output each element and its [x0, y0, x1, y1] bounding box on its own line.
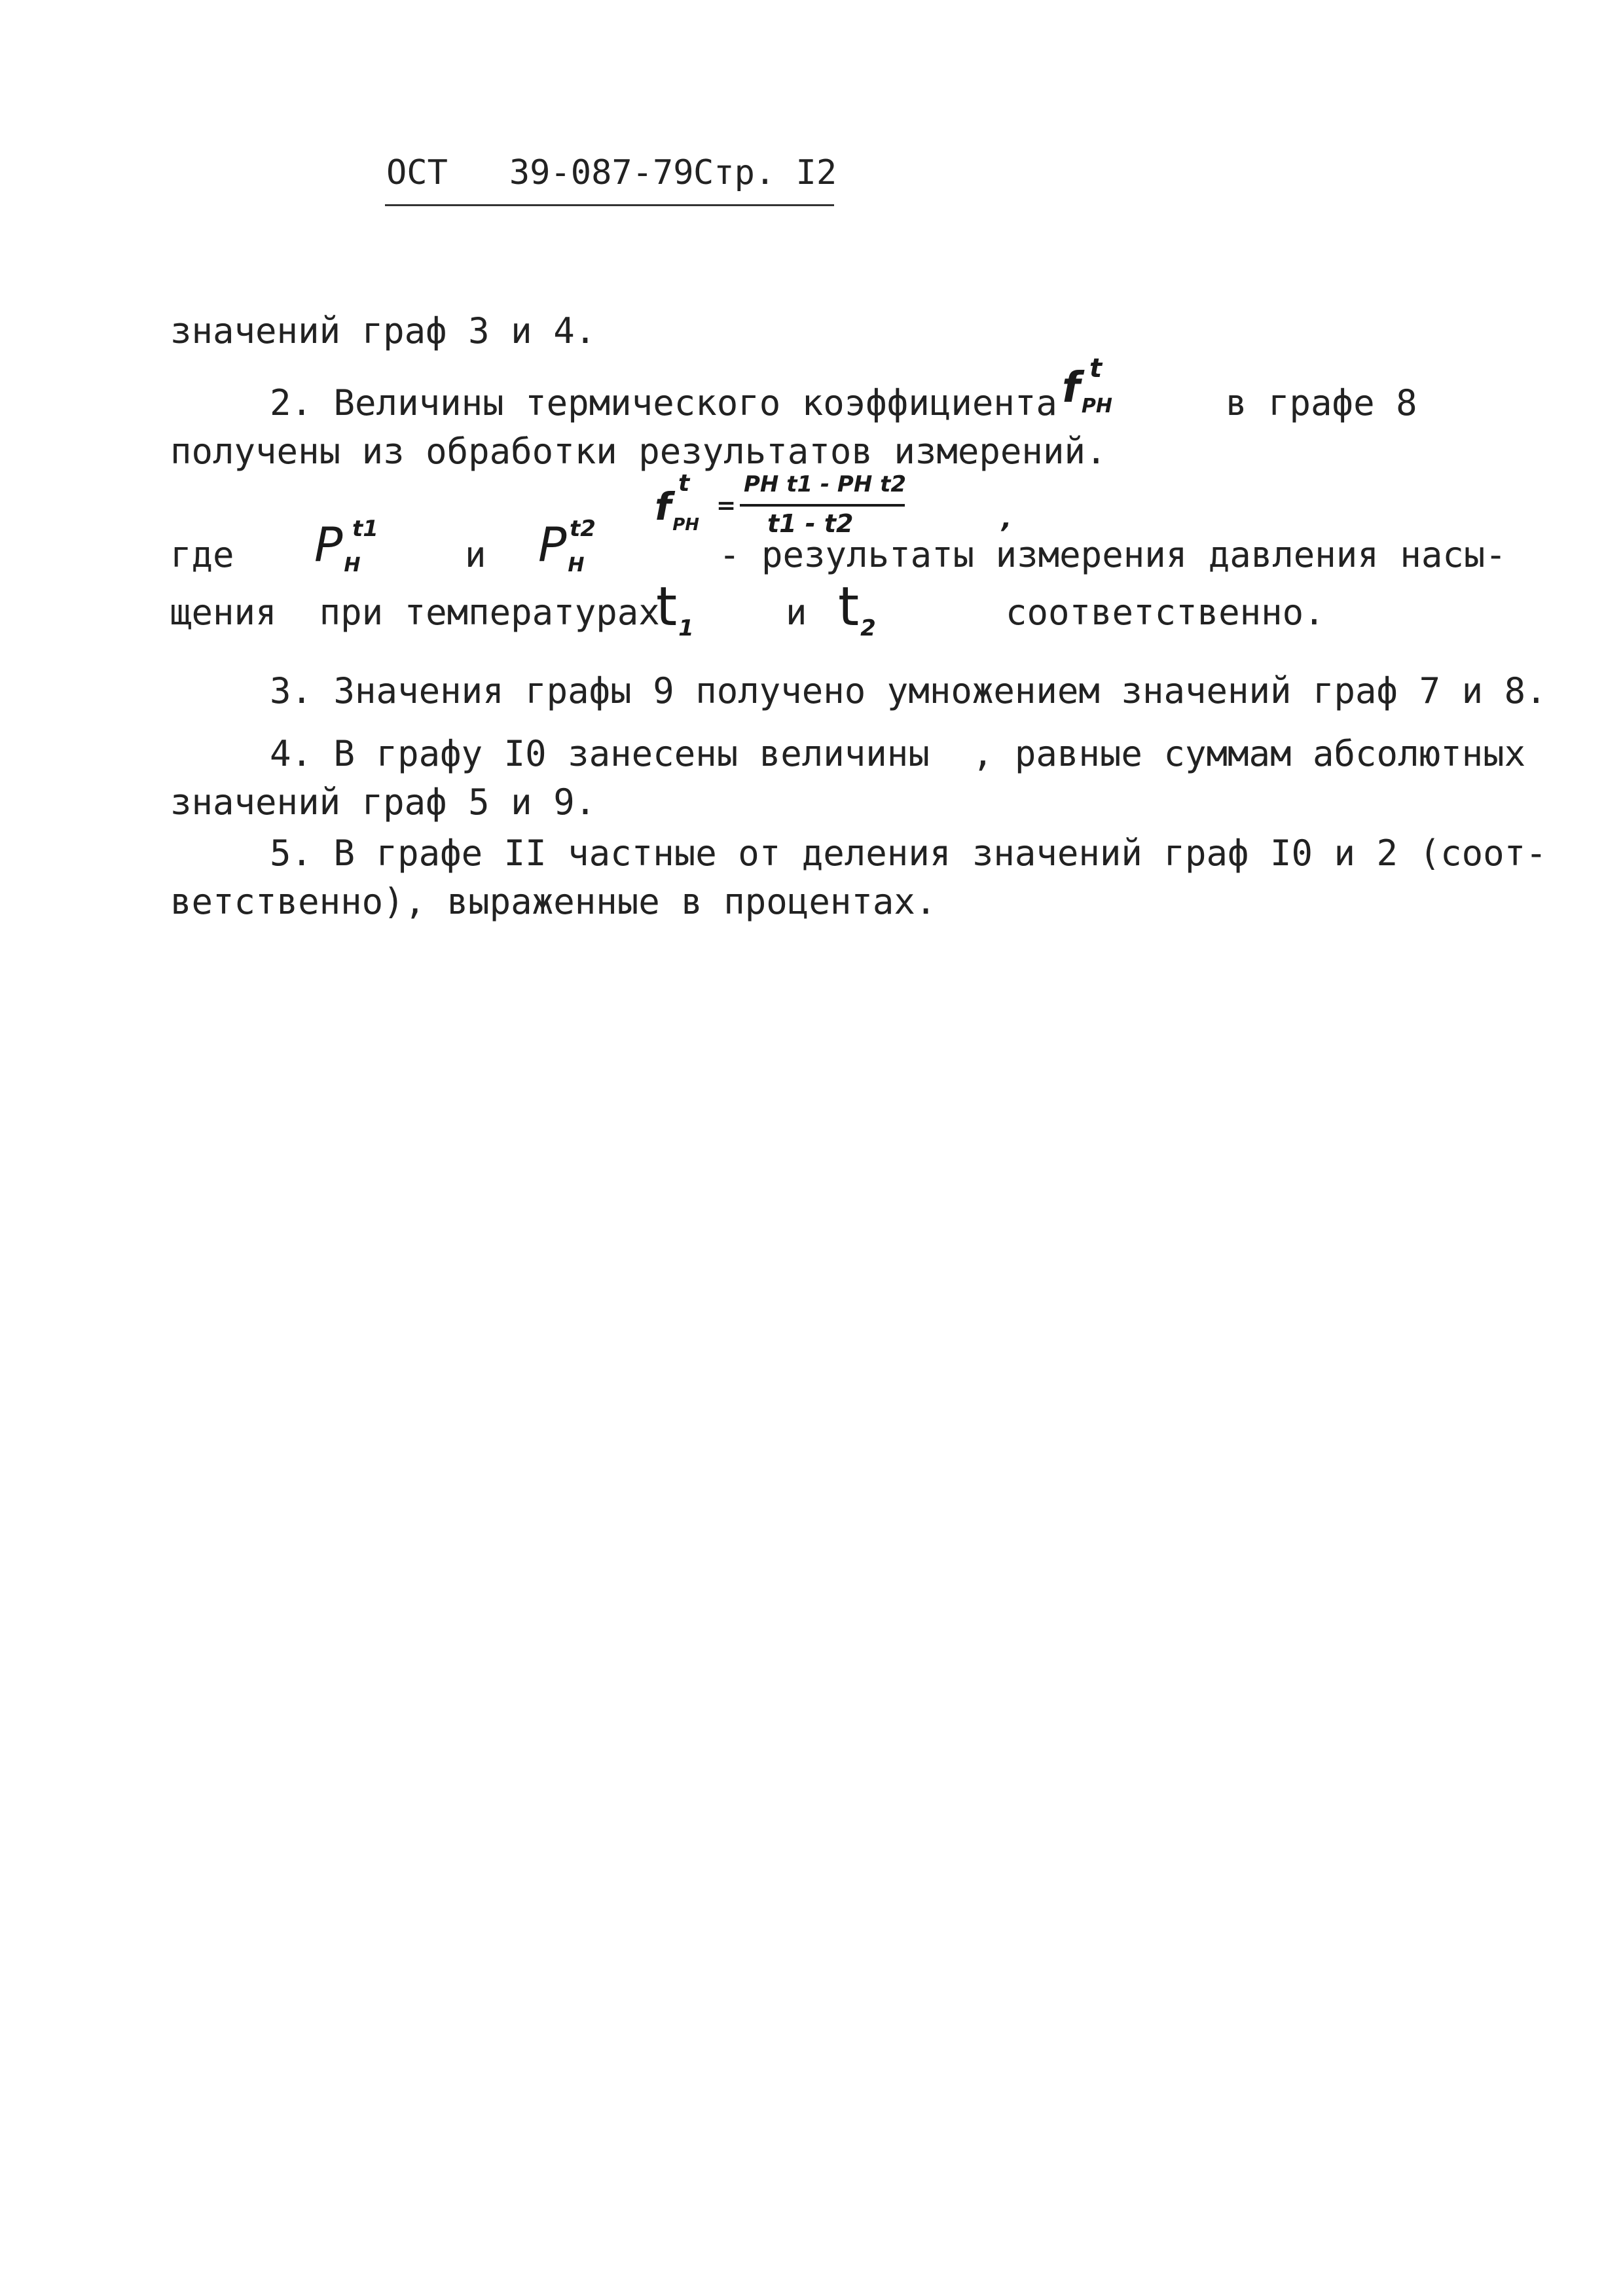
paragraph-4-line-1: 4. В графу I0 занесены величины , равные суммам абсолютных [270, 733, 1526, 774]
formula-denominator: t1 - t2 [767, 509, 854, 538]
thermal-coefficient-symbol [1062, 364, 1112, 418]
temperature-t2 [838, 576, 876, 641]
paragraph-2-respectively: соответственно. [1006, 592, 1325, 633]
formula-lhs-subscript: PH [672, 515, 700, 535]
paragraph-2-graph-ref: в графе 8 [1226, 382, 1417, 423]
paragraph-5-line-1: 5. В графе II частные от деления значений граф I0 и 2 (соот- [270, 833, 1547, 874]
pressure-t1-base: P [314, 517, 343, 572]
formula-fraction-bar [740, 504, 905, 507]
formula-lhs [655, 484, 699, 535]
temperature-t1-subscript: 1 [678, 615, 694, 641]
continuation-line: значений граф 3 и 4. [170, 310, 596, 351]
formula-trailing-comma: , [1002, 504, 1012, 534]
formula-equals: = [716, 492, 737, 519]
thermal-coefficient-superscript: t [1089, 353, 1103, 384]
header-underline [385, 204, 834, 206]
where-word: где [170, 534, 234, 575]
document-code: ОСТ 39-087-79 [386, 153, 694, 192]
coef-base: f [1062, 364, 1080, 412]
paragraph-4-line-2: значений граф 5 и 9. [170, 781, 596, 823]
page-number: Стр. I2 [693, 153, 837, 192]
temperature-t1-base: t [656, 576, 678, 638]
coef-subscript: PH [1081, 395, 1112, 418]
paragraph-2-results-text: - результаты измерения давления насы- [719, 534, 1506, 575]
paragraph-3: 3. Значения графы 9 получено умножением значений граф 7 и 8. [270, 670, 1547, 711]
paragraph-2-line-2: получены из обработки результатов измерений. [170, 431, 1107, 472]
pressure-t2-superscript: t2 [570, 516, 596, 542]
temperature-t2-subscript: 2 [860, 615, 876, 641]
formula-lhs-superscript: t [678, 470, 690, 497]
pressure-t2-subscript: H [568, 554, 585, 577]
formula-lhs-base: f [655, 484, 672, 529]
paragraph-2-temperatures: щения при температурах [170, 592, 660, 633]
paragraph-2-start: 2. Величины термического коэффициента [270, 382, 1057, 423]
and-word: и [465, 534, 486, 575]
pressure-t1-superscript: t1 [352, 516, 378, 542]
paragraph-5-line-2: ветственно), выраженные в процентах. [170, 881, 937, 922]
temperature-t2-base: t [838, 576, 860, 638]
pressure-t1-subscript: H [344, 554, 361, 577]
pressure-t2-base: P [538, 517, 567, 572]
and-word-2: и [786, 592, 807, 633]
formula-numerator: PH t1 - PH t2 [744, 471, 907, 497]
temperature-t1 [656, 576, 694, 641]
